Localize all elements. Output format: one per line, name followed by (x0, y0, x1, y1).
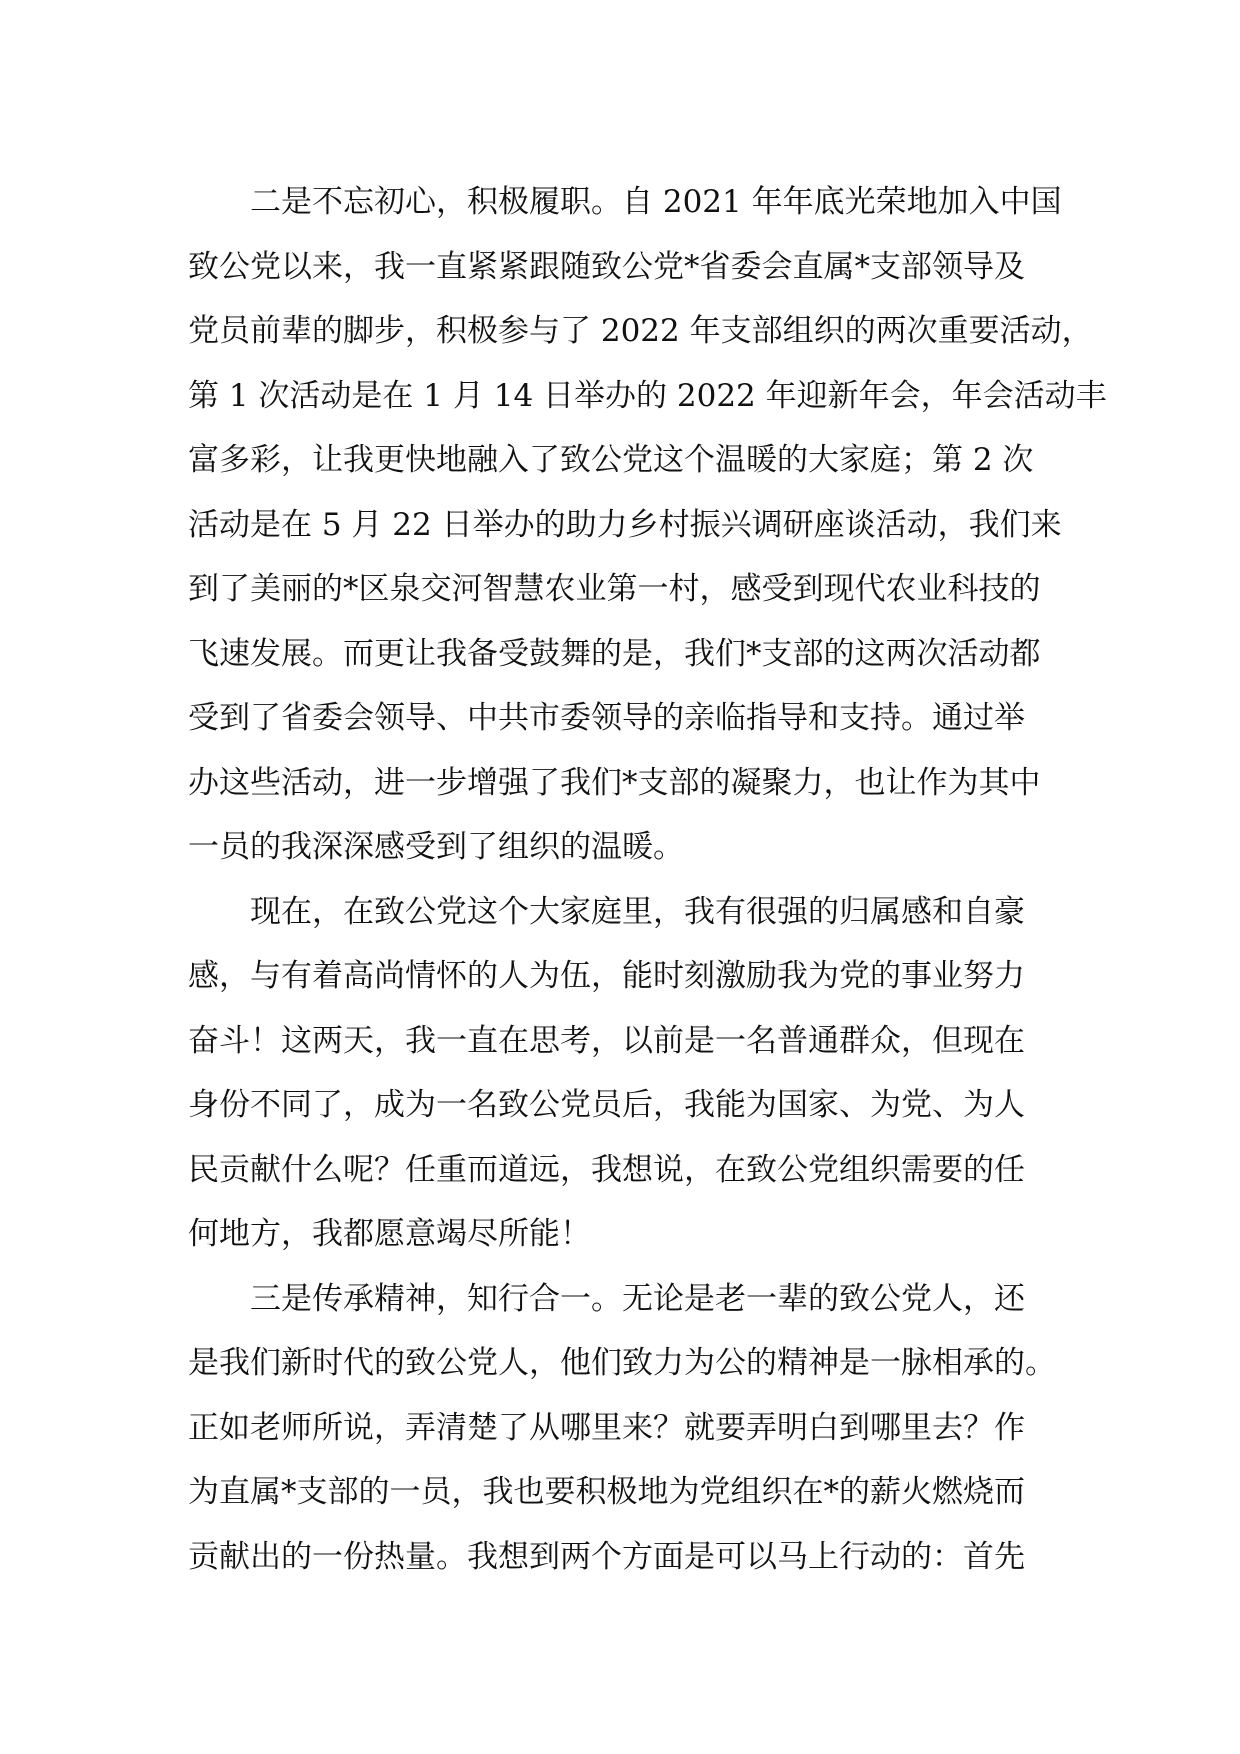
text-line: 何地方，我都愿意竭尽所能！ (188, 1216, 591, 1252)
paragraph-first-line: 三是传承精神，知行合一。无论是老一辈的致公党人，还 (250, 1280, 1025, 1317)
text-line: 身份不同了，成为一名致公党员后，我能为国家、为党、为人 (188, 1087, 1025, 1123)
text-line: 为直属*支部的一员，我也要积极地为党组织在*的薪火燃烧而 (188, 1474, 1025, 1510)
text-line: 到了美丽的*区泉交河智慧农业第一村，感受到现代农业科技的 (188, 571, 1041, 607)
text-line: 致公党以来，我一直紧紧跟随致公党*省委会直属*支部领导及 (188, 248, 1025, 285)
text-line: 奋斗！这两天，我一直在思考，以前是一名普通群众，但现在 (188, 1022, 1025, 1059)
paragraph-first-line: 二是不忘初心，积极履职。自 2021 年年底光荣地加入中国 (250, 184, 1062, 220)
text-line: 是我们新时代的致公党人，他们致力为公的精神是一脉相承的。 (188, 1345, 1056, 1381)
text-line: 飞速发展。而更让我备受鼓舞的是，我们*支部的这两次活动都 (188, 635, 1041, 672)
text-line: 受到了省委会领导、中共市委领导的亲临指导和支持。通过举 (188, 700, 1025, 736)
text-line: 一员的我深深感受到了组织的温暖。 (188, 829, 684, 865)
body-text (188, 170, 1107, 1589)
paragraph-first-line: 现在，在致公党这个大家庭里，我有很强的归属感和自豪 (250, 893, 1025, 930)
text-line: 民贡献什么呢？任重而道远，我想说，在致公党组织需要的任 (188, 1151, 1025, 1188)
text-line: 贡献出的一份热量。我想到两个方面是可以马上行动的：首先 (188, 1538, 1025, 1575)
text-line: 活动是在 5 月 22 日举办的助力乡村振兴调研座谈活动，我们来 (188, 506, 1062, 543)
text-line: 党员前辈的脚步，积极参与了 2022 年支部组织的两次重要活动， (188, 313, 1093, 349)
text-line: 办这些活动，进一步增强了我们*支部的凝聚力，也让作为其中 (188, 764, 1041, 801)
text-line: 富多彩，让我更快地融入了致公党这个温暖的大家庭；第 2 次 (188, 442, 1034, 478)
text-line: 正如老师所说，弄清楚了从哪里来？就要弄明白到哪里去？作 (188, 1409, 1025, 1446)
text-line: 第 1 次活动是在 1 月 14 日举办的 2022 年迎新年会，年会活动丰 (188, 377, 1107, 414)
text-line: 感，与有着高尚情怀的人为伍，能时刻激励我为党的事业努力 (188, 958, 1025, 994)
